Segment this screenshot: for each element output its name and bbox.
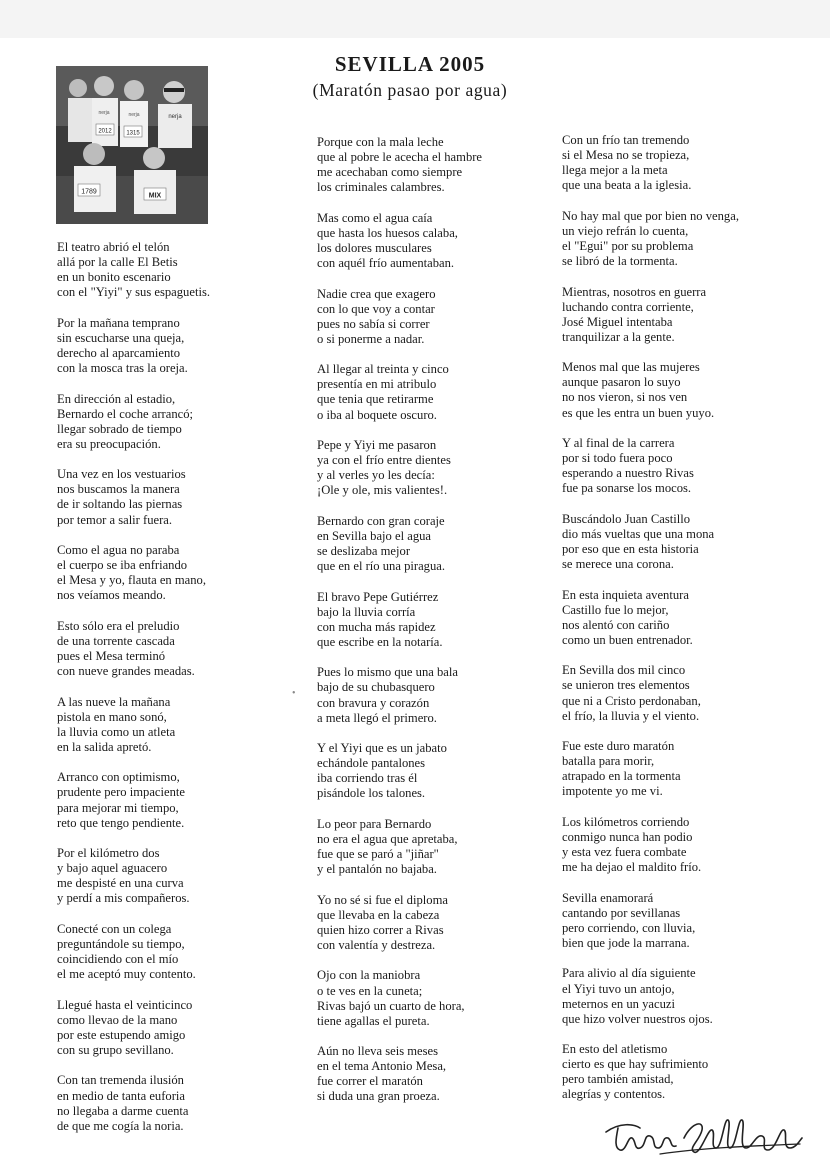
stanza bbox=[562, 285, 777, 345]
verse-line: Ojo con la maniobra bbox=[317, 968, 421, 983]
verse-line: en un bonito escenario bbox=[57, 270, 171, 285]
verse-line: los dolores musculares bbox=[317, 240, 432, 255]
verse-line: esperando a nuestro Rivas bbox=[562, 466, 694, 481]
verse-line: Por el kilómetro dos bbox=[57, 846, 160, 861]
verse-line: por si todo fuera poco bbox=[562, 451, 673, 466]
stanza bbox=[562, 588, 777, 648]
verse-line: con aquél frío aumentaban. bbox=[317, 256, 455, 271]
verse-line: si el Mesa no se tropieza, bbox=[562, 148, 690, 163]
verse-line: como llevao de la mano bbox=[57, 1012, 178, 1027]
verse-line: que hizo volver nuestros ojos. bbox=[562, 1011, 713, 1026]
stanza bbox=[317, 741, 532, 801]
verse-line: Y al final de la carrera bbox=[562, 436, 675, 451]
verse-line: A las nueve la mañana bbox=[57, 694, 171, 709]
verse-line: en medio de tanta euforia bbox=[57, 1088, 185, 1103]
verse-line: nos buscamos la manera bbox=[57, 482, 180, 497]
verse-line: Para alivio al día siguiente bbox=[562, 966, 696, 981]
stanza bbox=[562, 739, 777, 799]
verse-line: allá por la calle El Betis bbox=[57, 255, 178, 270]
verse-line: impotente yo me vi. bbox=[562, 784, 663, 799]
verse-line: Como el agua no paraba bbox=[57, 543, 180, 558]
verse-line: derecho al aparcamiento bbox=[57, 345, 181, 360]
verse-line: que una beata a la iglesia. bbox=[562, 178, 692, 193]
verse-line: el me aceptó muy contento. bbox=[57, 967, 196, 982]
verse-line: Yo no sé si fue el diploma bbox=[317, 892, 448, 907]
verse-line: de una torrente cascada bbox=[57, 633, 175, 648]
verse-line: coincidiendo con el mío bbox=[57, 952, 179, 967]
stanza bbox=[562, 891, 777, 951]
stanza bbox=[317, 590, 532, 650]
runners-group-photo bbox=[56, 66, 208, 224]
poem-subtitle: (Maratón pasao por agua) bbox=[312, 80, 508, 100]
verse-line: los criminales calambres. bbox=[317, 180, 445, 195]
stanza bbox=[317, 135, 532, 195]
verse-line: conmigo nunca han podio bbox=[562, 829, 693, 844]
verse-line: tranquilizar a la gente. bbox=[562, 329, 675, 344]
verse-line: Conecté con un colega bbox=[57, 921, 172, 936]
stanza bbox=[57, 770, 257, 830]
verse-line: Y el Yiyi que es un jabato bbox=[317, 741, 447, 756]
verse-line: con mucha más rapidez bbox=[317, 619, 436, 634]
verse-line: Arranco con optimismo, bbox=[57, 770, 180, 785]
verse-line: Pepe y Yiyi me pasaron bbox=[317, 438, 437, 453]
shirt-text: nerja bbox=[128, 112, 140, 118]
verse-line: Rivas bajó un cuarto de hora, bbox=[317, 998, 465, 1013]
verse-line: el cuerpo se iba enfriando bbox=[57, 558, 188, 573]
verse-line: Llegué hasta el veinticinco bbox=[57, 997, 193, 1012]
verse-line: Mas como el agua caía bbox=[317, 210, 433, 225]
verse-line: para mejorar mi tiempo, bbox=[57, 800, 179, 815]
verse-line: que tenia que retirarme bbox=[317, 392, 434, 407]
verse-line: con su grupo sevillano. bbox=[57, 1042, 174, 1057]
bib-number: 1315 bbox=[126, 130, 140, 137]
verse-line: que escribe en la notaría. bbox=[317, 634, 443, 649]
verse-line: reto que tengo pendiente. bbox=[57, 815, 185, 830]
stanza bbox=[57, 1073, 257, 1133]
verse-line: y al verles yo les decía: bbox=[317, 468, 435, 483]
poem-column-1 bbox=[57, 240, 257, 1149]
stanza bbox=[562, 436, 777, 496]
stanza bbox=[317, 287, 532, 347]
verse-line: presentía en mi atribulo bbox=[317, 377, 437, 392]
verse-line: o iba al boquete oscuro. bbox=[317, 407, 437, 422]
author-signature bbox=[600, 1108, 805, 1164]
verse-line: Fue este duro maratón bbox=[562, 739, 675, 754]
verse-line: era su preocupación. bbox=[57, 436, 161, 451]
verse-line: el Yiyi tuvo un antojo, bbox=[562, 981, 675, 996]
verse-line: no llegaba a darme cuenta bbox=[57, 1103, 189, 1118]
verse-line: fue que se paró a "jiñar" bbox=[317, 847, 439, 862]
stanza bbox=[562, 512, 777, 572]
stanza bbox=[57, 619, 257, 679]
verse-line: fue pa sonarse los mocos. bbox=[562, 481, 692, 496]
verse-line: con el "Yiyi" y sus espaguetis. bbox=[57, 285, 210, 300]
stanza bbox=[317, 362, 532, 422]
verse-line: y esta vez fuera combate bbox=[562, 845, 687, 860]
stanza bbox=[317, 817, 532, 877]
verse-line: pues no sabía si correr bbox=[317, 316, 430, 331]
verse-line: a meta llegó el primero. bbox=[317, 710, 437, 725]
stanza bbox=[317, 438, 532, 498]
stanza bbox=[562, 209, 777, 269]
verse-line: Esto sólo era el preludio bbox=[57, 618, 180, 633]
verse-line: y el pantalón no bajaba. bbox=[317, 862, 437, 877]
verse-line: llega mejor a la meta bbox=[562, 163, 668, 178]
verse-line: luchando contra corriente, bbox=[562, 299, 694, 314]
stanza bbox=[57, 543, 257, 603]
verse-line: que llevaba en la cabeza bbox=[317, 907, 440, 922]
verse-line: cantando por sevillanas bbox=[562, 905, 681, 920]
verse-line: y perdí a mis compañeros. bbox=[57, 891, 190, 906]
verse-line: la lluvia como un atleta bbox=[57, 724, 176, 739]
scan-top-margin bbox=[0, 0, 830, 38]
shirt-text: nerja bbox=[98, 110, 110, 116]
verse-line: Bernardo con gran coraje bbox=[317, 513, 445, 528]
stanza bbox=[57, 240, 257, 300]
verse-line: Bernardo el coche arrancó; bbox=[57, 406, 194, 421]
verse-line: se unieron tres elementos bbox=[562, 678, 690, 693]
verse-line: en la salida apretó. bbox=[57, 739, 152, 754]
verse-line: o si ponerme a nadar. bbox=[317, 331, 425, 346]
verse-line: prudente pero impaciente bbox=[57, 785, 185, 800]
verse-line: si duda una gran proeza. bbox=[317, 1089, 440, 1104]
stanza bbox=[562, 966, 777, 1026]
poem-column-2 bbox=[317, 135, 532, 1120]
verse-line: en Sevilla bajo el agua bbox=[317, 528, 432, 543]
verse-line: pistola en mano sonó, bbox=[57, 709, 167, 724]
verse-line: el Mesa y yo, flauta en mano, bbox=[57, 573, 206, 588]
verse-line: que al pobre le acecha el hambre bbox=[317, 150, 483, 165]
verse-line: es que les entra un buen yuyo. bbox=[562, 405, 715, 420]
verse-line: bien que jode la marrana. bbox=[562, 935, 690, 950]
verse-line: por este estupendo amigo bbox=[57, 1027, 186, 1042]
poem-title: SEVILLA 2005 bbox=[334, 52, 486, 76]
verse-line: Aún no lleva seis meses bbox=[317, 1044, 439, 1059]
verse-line: con nueve grandes meadas. bbox=[57, 664, 195, 679]
verse-line: En esta inquieta aventura bbox=[562, 587, 689, 602]
verse-line: dio más vueltas que una mona bbox=[562, 526, 715, 541]
stanza bbox=[317, 665, 532, 725]
bib-number: 1789 bbox=[81, 188, 97, 196]
verse-line: José Miguel intentaba bbox=[562, 314, 673, 329]
verse-line: pero corriendo, con lluvia, bbox=[562, 920, 696, 935]
verse-line: Buscándolo Juan Castillo bbox=[562, 511, 691, 526]
verse-line: de ir soltando las piernas bbox=[57, 497, 183, 512]
verse-line: quien hizo correr a Rivas bbox=[317, 922, 444, 937]
verse-line: ¡Ole y ole, mis valientes!. bbox=[317, 483, 448, 498]
verse-line: Con tan tremenda ilusión bbox=[57, 1073, 184, 1088]
verse-line: se libró de la tormenta. bbox=[562, 254, 678, 269]
verse-line: fue correr el maratón bbox=[317, 1074, 423, 1089]
verse-line: o te ves en la cuneta; bbox=[317, 983, 423, 998]
poem-column-3 bbox=[562, 133, 777, 1118]
verse-line: me ha dejao el maldito frío. bbox=[562, 860, 702, 875]
verse-line: Sevilla enamorará bbox=[562, 890, 654, 905]
stanza bbox=[562, 1042, 777, 1102]
verse-line: nos veíamos meando. bbox=[57, 588, 166, 603]
verse-line: echándole pantalones bbox=[317, 756, 426, 771]
verse-line: que ni a Cristo perdonaban, bbox=[562, 693, 701, 708]
verse-line: no era el agua que apretaba, bbox=[317, 831, 458, 846]
verse-line: atrapado en la tormenta bbox=[562, 769, 681, 784]
verse-line: Porque con la mala leche bbox=[317, 135, 444, 149]
scan-speck: • bbox=[292, 688, 296, 699]
verse-line: aunque pasaron lo suyo bbox=[562, 375, 681, 390]
verse-line: que hasta los huesos calaba, bbox=[317, 225, 458, 240]
stanza bbox=[562, 663, 777, 723]
verse-line: Una vez en los vestuarios bbox=[57, 467, 186, 482]
verse-line: preguntándole su tiempo, bbox=[57, 936, 185, 951]
verse-line: bajo de su chubasquero bbox=[317, 680, 435, 695]
stanza bbox=[57, 695, 257, 755]
verse-line: tiene agallas el pureta. bbox=[317, 1013, 430, 1028]
stanza bbox=[317, 1044, 532, 1104]
verse-line: Nadie crea que exagero bbox=[317, 286, 436, 301]
verse-line: el "Egui" por su problema bbox=[562, 238, 694, 253]
stanza bbox=[57, 316, 257, 376]
verse-line: no nos vieron, si nos ven bbox=[562, 390, 688, 405]
stanza bbox=[57, 998, 257, 1058]
verse-line: el frío, la lluvia y el viento. bbox=[562, 708, 700, 723]
shirt-text: MIX bbox=[148, 192, 162, 200]
verse-line: se deslizaba mejor bbox=[317, 544, 411, 559]
stanza bbox=[57, 467, 257, 527]
stanza bbox=[317, 211, 532, 271]
verse-line: por temor a salir fuera. bbox=[57, 512, 173, 527]
stanza bbox=[57, 922, 257, 982]
verse-line: pisándole los talones. bbox=[317, 786, 426, 801]
verse-line: En dirección al estadio, bbox=[57, 391, 176, 406]
verse-line: Por la mañana temprano bbox=[57, 315, 180, 330]
verse-line: Mientras, nosotros en guerra bbox=[562, 284, 707, 299]
stanza bbox=[562, 815, 777, 875]
verse-line: cierto es que hay sufrimiento bbox=[562, 1057, 709, 1072]
verse-line: Al llegar al treinta y cinco bbox=[317, 362, 449, 377]
verse-line: Los kilómetros corriendo bbox=[562, 814, 690, 829]
stanza bbox=[562, 133, 777, 193]
stanza bbox=[317, 514, 532, 574]
verse-line: Pues lo mismo que una bala bbox=[317, 665, 458, 680]
verse-line: con valentía y destreza. bbox=[317, 937, 436, 952]
verse-line: como un buen entrenador. bbox=[562, 632, 693, 647]
bib-number: 2012 bbox=[98, 128, 112, 135]
verse-line: se merece una corona. bbox=[562, 557, 674, 572]
verse-line: El teatro abrió el telón bbox=[57, 240, 170, 254]
verse-line: En Sevilla dos mil cinco bbox=[562, 663, 686, 678]
verse-line: Con un frío tan tremendo bbox=[562, 133, 690, 147]
verse-line: En esto del atletismo bbox=[562, 1042, 668, 1057]
shirt-text: nerja bbox=[168, 114, 182, 120]
verse-line: llegar sobrado de tiempo bbox=[57, 421, 182, 436]
verse-line: con lo que voy a contar bbox=[317, 301, 435, 316]
verse-line: Menos mal que las mujeres bbox=[562, 360, 700, 375]
verse-line: iba corriendo tras él bbox=[317, 771, 418, 786]
verse-line: Castillo fue lo mejor, bbox=[562, 602, 669, 617]
verse-line: alegrías y contentos. bbox=[562, 1087, 666, 1102]
stanza bbox=[317, 968, 532, 1028]
verse-line: me acechaban como siempre bbox=[317, 165, 463, 180]
verse-line: que en el río una piragua. bbox=[317, 559, 445, 574]
verse-line: nos alentó con cariño bbox=[562, 617, 670, 632]
verse-line: con bravura y corazón bbox=[317, 695, 430, 710]
verse-line: de que me cogía la noria. bbox=[57, 1118, 184, 1133]
verse-line: El bravo Pepe Gutiérrez bbox=[317, 589, 439, 604]
stanza bbox=[57, 846, 257, 906]
verse-line: un viejo refrán lo cuenta, bbox=[562, 223, 689, 238]
verse-line: pues el Mesa terminó bbox=[57, 649, 166, 664]
verse-line: por eso que en esta historia bbox=[562, 542, 699, 557]
verse-line: batalla para morir, bbox=[562, 754, 655, 769]
verse-line: en el tema Antonio Mesa, bbox=[317, 1059, 447, 1074]
stanza bbox=[562, 360, 777, 420]
verse-line: meternos en un yacuzi bbox=[562, 996, 675, 1011]
stanza bbox=[317, 893, 532, 953]
verse-line: con la mosca tras la oreja. bbox=[57, 361, 188, 376]
verse-line: No hay mal que por bien no venga, bbox=[562, 208, 739, 223]
verse-line: bajo la lluvia corría bbox=[317, 604, 416, 619]
verse-line: sin escucharse una queja, bbox=[57, 330, 185, 345]
verse-line: y bajo aquel aguacero bbox=[57, 861, 168, 876]
verse-line: Lo peor para Bernardo bbox=[317, 816, 432, 831]
verse-line: ya con el frío entre dientes bbox=[317, 453, 451, 468]
verse-line: pero también amistad, bbox=[562, 1072, 674, 1087]
verse-line: me despisté en una curva bbox=[57, 876, 184, 891]
stanza bbox=[57, 392, 257, 452]
